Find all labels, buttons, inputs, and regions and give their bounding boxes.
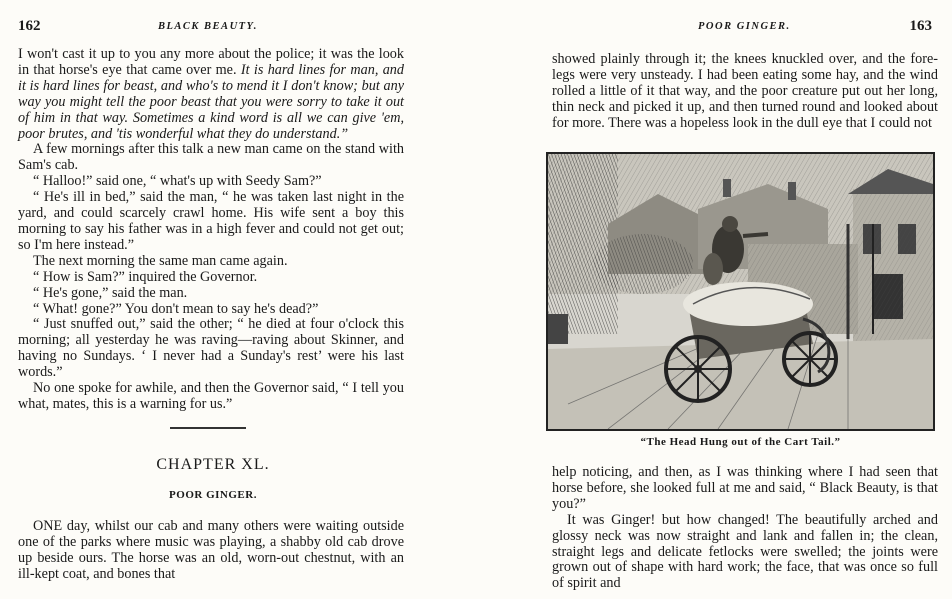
left-page-body — [18, 47, 404, 413]
italic-passage: It is hard lines for man, and it is hard lines for beast, and who's to mend it I don't know; but any way you might tell the poor beast that you were sorry to take it out of him in that way. Sometimes a kind word is all we can give 'em, poor brutes, and 'tis wonderful what they do understand.” — [18, 61, 404, 142]
cart-engraving-illustration — [546, 152, 935, 431]
paragraph: ONE day, whilst our cab and many others were waiting outside one of the parks where music was playing, a shabby old cab drove up beside ours. The horse was an old, worn-out chestnut, with an ill-kept coat, and bones that — [18, 518, 404, 582]
paragraph: The next morning the same man came again. — [33, 252, 288, 269]
right-running-title: POOR GINGER. — [698, 21, 791, 32]
paragraph: “ He's ill in bed,” said the man, “ he was taken last night in the yard, and could scarcely crawl home. His wife sent a boy this morning to say his father was in a high fever and could not get out; so I'm here instead.” — [18, 189, 404, 253]
paragraph: showed plainly through it; the knees knuckled over, and the fore-legs were very unsteady. I had been eating some hay, and the wind rolled a little of it that way, and the poor creature put out her long, thin neck and picked it up, and then turned round and looked about for more. There was a hopeless look in the dull eye that I could not — [552, 51, 938, 131]
right-page-bottom-body — [552, 465, 938, 592]
illustration-caption: “The Head Hung out of the Cart Tail.” — [640, 436, 841, 448]
paragraph: “ How is Sam?” inquired the Governor. — [33, 268, 258, 285]
paragraph: “ Just snuffed out,” said the other; “ he died at four o'clock this morning; all yesterday he was raving—raving about Skinner, and having no Sundays. ‘ I never had a Sunday's rest’ were his last words.” — [18, 316, 404, 381]
left-page-header — [0, 18, 476, 38]
chapter-subtitle: POOR GINGER. — [169, 489, 257, 501]
right-page-header — [476, 18, 952, 38]
paragraph: I won't cast it up to you any more about the police; it was the look in that horse's eye that came over me. It is hard lines for man, and it is hard lines for beast, and who's to mend it I don't know; but any way you might tell the poor beast that you were sorry to take it out of him in that way. Sometimes a kind word is all we can give 'em, poor brutes, and 'tis wonderful what they do understand.” — [18, 46, 404, 142]
paragraph: “ He's gone,” said the man. — [33, 284, 188, 301]
right-page-top-body — [552, 52, 938, 132]
left-running-title: BLACK BEAUTY. — [158, 21, 258, 32]
paragraph: “ What! gone?” You don't mean to say he's dead?” — [33, 300, 319, 317]
right-page-number: 163 — [909, 18, 932, 34]
paragraph: A few mornings after this talk a new man came on the stand with Sam's cab. — [18, 141, 404, 174]
paragraph: help noticing, and then, as I was thinking where I had seen that horse before, she looked full at me and said, “ Black Beauty, is that you?” — [552, 464, 938, 512]
section-divider — [170, 427, 246, 429]
left-page-number: 162 — [18, 18, 41, 34]
chapter-title: CHAPTER XL. — [156, 456, 270, 473]
chapter-body — [18, 519, 404, 583]
paragraph: No one spoke for awhile, and then the Governor said, “ I tell you what, mates, this is a warning for us.” — [18, 380, 404, 412]
paragraph: It was Ginger! but how changed! The beautifully arched and glossy neck was now straight and lank and fallen in; the clean, straight legs and delicate fetlocks were swelled; the joints were grown out of shape with hard work; the face, that was once so full of spirit and — [552, 511, 938, 592]
paragraph: “ Halloo!” said one, “ what's up with Seedy Sam?” — [33, 173, 322, 190]
